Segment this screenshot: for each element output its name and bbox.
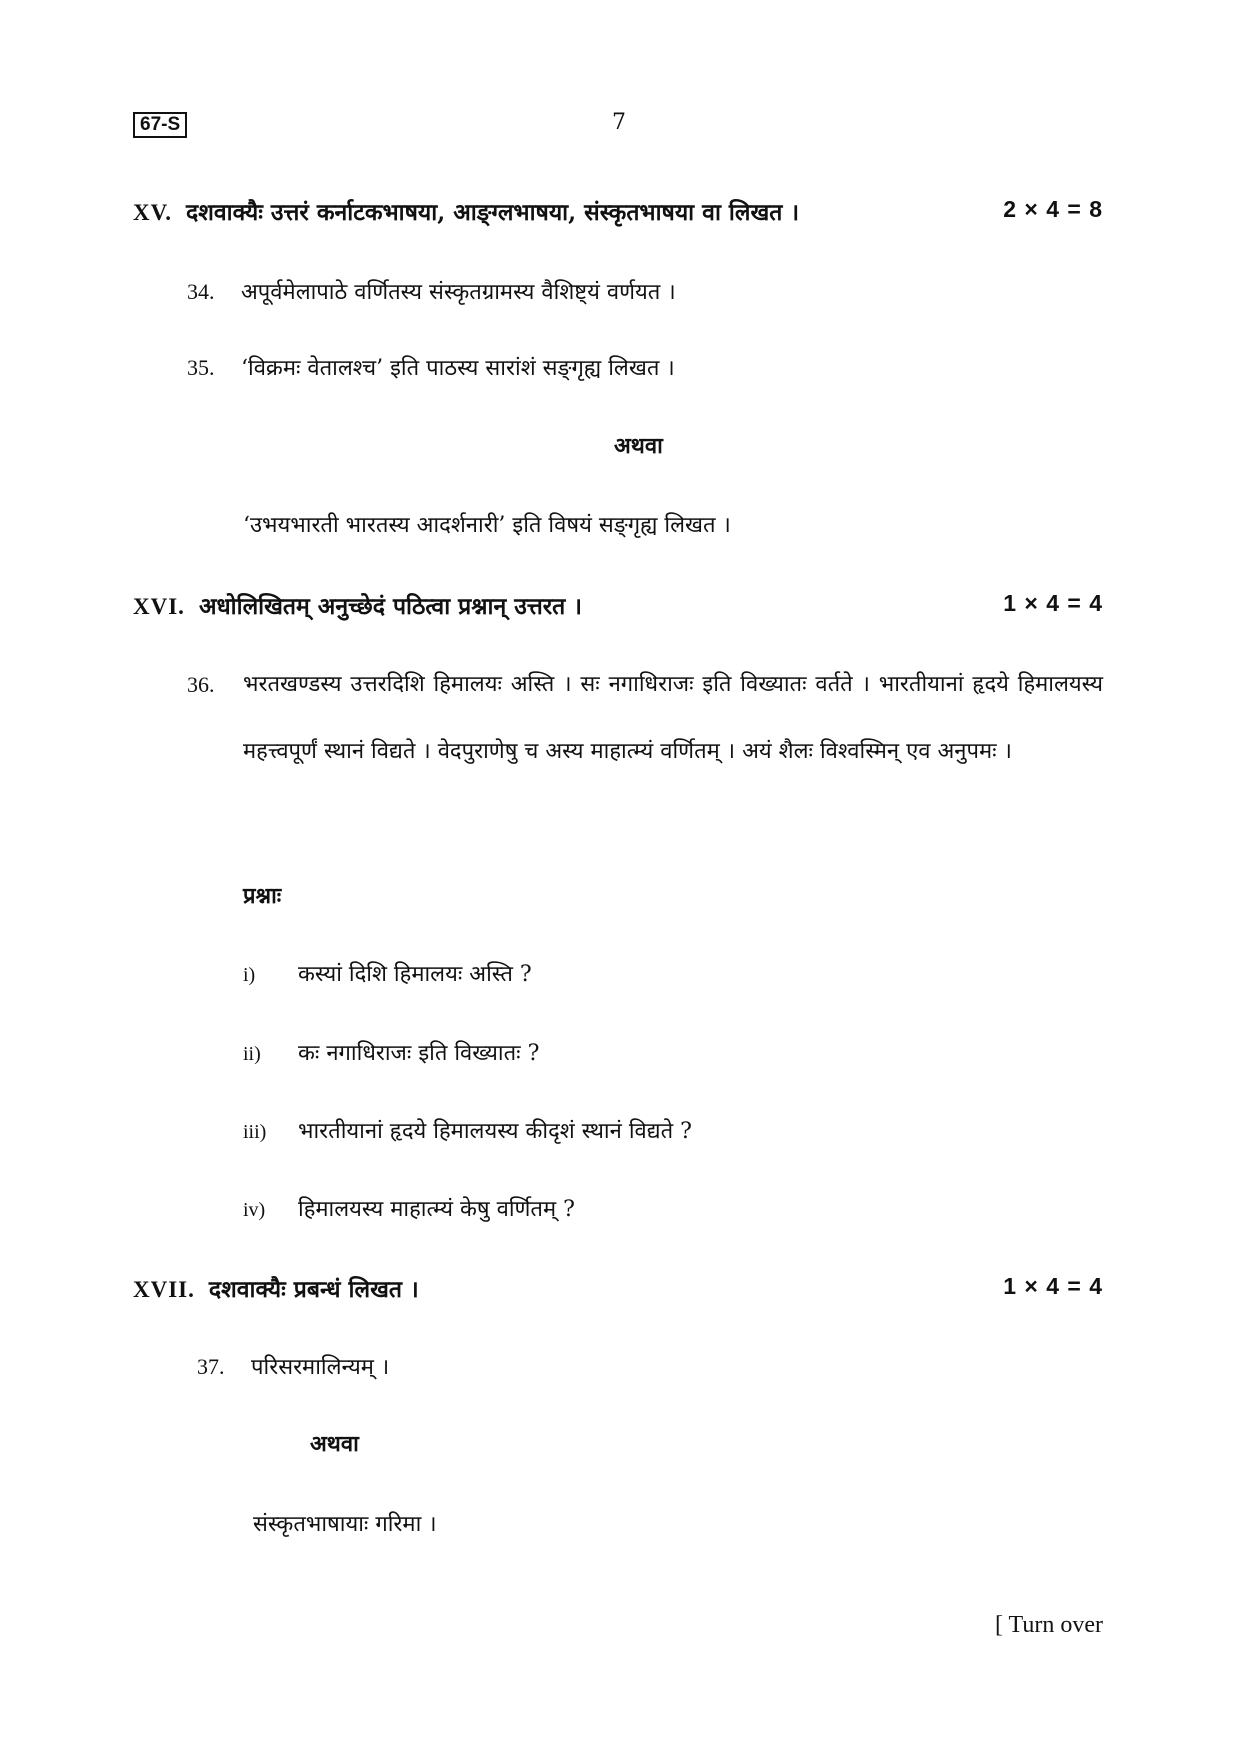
section-xv-or: अथवा bbox=[614, 433, 663, 459]
section-xvii-number: XVII. bbox=[133, 1277, 195, 1302]
section-xvii-marks: 1 × 4 = 4 bbox=[1003, 1273, 1103, 1299]
question-35 bbox=[187, 352, 675, 382]
question-37-alternative: संस्कृतभाषायाः गरिमा । bbox=[253, 1512, 437, 1537]
section-xvii-instruction: दशवाक्यैः प्रबन्धं लिखत । bbox=[208, 1276, 419, 1303]
sub-question-ii-text: कः नगाधिराजः इति विख्यातः ? bbox=[298, 1041, 540, 1066]
question-37-number: 37. bbox=[197, 1354, 225, 1379]
question-35-alternative: ‘उभयभारती भारतस्य आदर्शनारी’ इति विषयं सङ्गृह्य लिखत । bbox=[243, 513, 731, 538]
sub-question-ii bbox=[243, 1037, 539, 1067]
section-xvi-instruction: अधोलिखितम् अनुच्छेदं पठित्वा प्रश्नान् उत्तरत । bbox=[198, 593, 582, 620]
question-35-number: 35. bbox=[187, 355, 215, 380]
question-34-number: 34. bbox=[187, 279, 215, 304]
sub-question-ii-label: ii) bbox=[243, 1043, 261, 1065]
question-37-text: परिसरमालिन्यम् । bbox=[251, 1355, 390, 1380]
question-36-passage: भरतखण्डस्य उत्तरदिशि हिमालयः अस्ति । सः नगाधिराजः इति विख्यातः वर्तते । भारतीयानां हृदये हिमालयस्य महत्त्वपूर्णं स्थानं विद्यते । वेदपुराणेषु च अस्य माहात्म्यं वर्णितम् । अयं शैलः विश्वस्मिन् एव अनुपमः । bbox=[243, 672, 1103, 764]
sub-question-i bbox=[243, 958, 532, 988]
question-37 bbox=[197, 1351, 389, 1381]
sub-question-i-label: i) bbox=[243, 964, 256, 986]
sub-question-iv-text: हिमालयस्य माहात्म्यं केषु वर्णितम् ? bbox=[298, 1197, 575, 1222]
section-xvii-heading bbox=[133, 1272, 419, 1304]
sub-question-iv-label: iv) bbox=[243, 1199, 266, 1221]
section-xvii-or: अथवा bbox=[310, 1431, 359, 1457]
question-34-text: अपूर्वमेलापाठे वर्णितस्य संस्कृतग्रामस्य वैशिष्ट्यं वर्णयत । bbox=[241, 280, 676, 305]
question-35-text: ‘विक्रमः वेतालश्च’ इति पाठस्य सारांशं सङ्गृह्य लिखत । bbox=[241, 356, 675, 381]
questions-heading: प्रश्नाः bbox=[243, 883, 282, 909]
section-xvi-marks: 1 × 4 = 4 bbox=[1003, 590, 1103, 616]
page-number: 7 bbox=[612, 110, 626, 135]
sub-question-i-text: कस्यां दिशि हिमालयः अस्ति ? bbox=[298, 962, 532, 987]
question-34 bbox=[187, 276, 676, 306]
section-xv-number: XV. bbox=[133, 200, 173, 225]
section-xv-heading bbox=[133, 195, 799, 227]
question-36 bbox=[187, 651, 1103, 785]
sub-question-iii-text: भारतीयानां हृदये हिमालयस्य कीदृशं स्थानं विद्यते ? bbox=[298, 1119, 692, 1144]
section-xv-marks: 2 × 4 = 8 bbox=[1003, 196, 1103, 222]
question-36-number: 36. bbox=[187, 672, 215, 697]
sub-question-iv bbox=[243, 1193, 575, 1223]
turn-over-note: [ Turn over bbox=[994, 1612, 1103, 1638]
section-xvi-heading bbox=[133, 589, 582, 621]
section-xv-instruction: दशवाक्यैः उत्तरं कर्नाटकभाषया, आङ्ग्लभाषया, संस्कृतभाषया वा लिखत । bbox=[186, 199, 800, 226]
section-xvi-number: XVI. bbox=[133, 594, 185, 619]
sub-question-iii bbox=[243, 1115, 692, 1145]
sub-question-iii-label: iii) bbox=[243, 1121, 267, 1143]
paper-code: 67-S bbox=[133, 112, 187, 138]
